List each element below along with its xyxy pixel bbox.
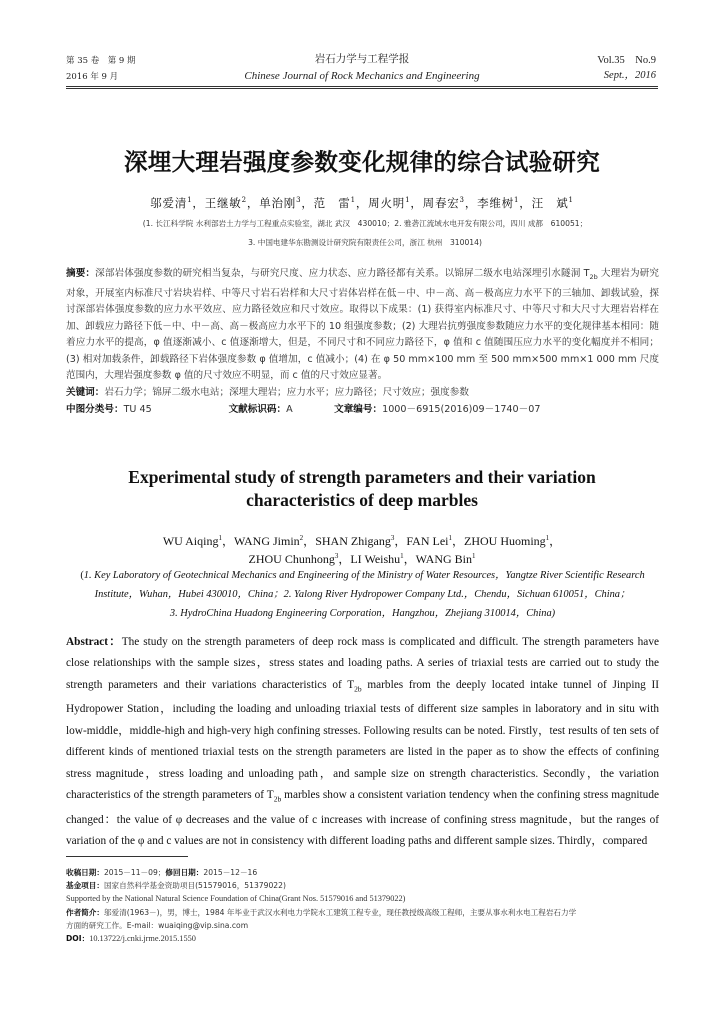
cn-author [314, 196, 368, 210]
article-number-value: 1000－6915(2016)09－1740－07 [382, 403, 541, 415]
cn-author-separator: ， [355, 196, 369, 210]
keywords-cn-label: 关键词： [66, 387, 105, 399]
en-author [416, 552, 476, 566]
classification-label: 中图分类号： [66, 403, 124, 415]
keywords-cn: 岩石力学；锦屏二级水电站；深埋大理岩；应力水平；应力路径；尺寸效应；强度参数 [104, 387, 469, 399]
en-author [234, 534, 315, 548]
en-author [163, 534, 234, 548]
header-rule-top [66, 86, 658, 87]
cn-author-affiliation-mark: 3 [296, 196, 302, 205]
fund-label: 基金项目： [66, 881, 104, 891]
dates-line [66, 866, 666, 879]
cn-author-name: 周春宏 [422, 196, 460, 210]
en-author-name: FAN Lei [406, 534, 449, 548]
abstract-en-text-part1: The study on the strength parameters of deep rock mass is complicated and difficult. The strength parameters have close relationships with the sample sizes，stress states and loading paths. A series of triaxial tests are carried out to study the strength parameters and their variations characteristics of T [66, 636, 659, 691]
abstract-en-text-part2: marbles from the deeply located intake tunnel of Jinping II Hydropower Station，including the loading and unloading triaxial tests of different size samples in laboratory and in situ with low-middle，middle-high and high-very high confining stresses. Following results can be noted. Firstly，test results of ten sets of different kinds of mentioned triaxial tests on the strength parameters are listed in the paper as to show the effects of confining stress magnitude，stress loading and unloading path，and sample size on strength characteristics. Secondly，the variation characteristics of the strength parameters of T [66, 678, 659, 802]
en-author-separator: ， [451, 534, 464, 548]
footnote-rule [66, 856, 188, 857]
header-date-en: Sept.，2016 [603, 70, 656, 81]
en-author [315, 534, 406, 548]
en-author-affiliation-mark: 1 [218, 534, 222, 542]
cn-author [368, 196, 422, 210]
fund-text: 国家自然科学基金资助项目(51579016，51379022) [103, 881, 286, 891]
abstract-cn-subscript: 2b [589, 272, 598, 281]
author-list-cn [0, 195, 724, 211]
affiliations-en-line2: Institute，Wuhan，Hubei 430010，China；2. Yalong River Hydropower Company Ltd.，Chendu，Sichuan 610051，China； [94, 589, 631, 600]
en-author-affiliation-mark: 1 [448, 534, 452, 542]
cn-author-separator: ， [464, 196, 478, 210]
en-author-name: ZHOU Huoming [464, 534, 546, 548]
cn-author-separator: ， [192, 196, 205, 210]
received-date: 2015－11－09； [103, 868, 166, 877]
header-volume-issue-en: Vol.35 No.9 [597, 55, 656, 66]
cn-author-name: 王继敏 [204, 196, 242, 210]
en-author-name: WU Aiqing [162, 534, 219, 548]
cn-author [423, 196, 477, 210]
en-author-separator: ， [303, 534, 316, 548]
header-journal-en: Chinese Journal of Rock Mechanics and Engineering [244, 70, 480, 82]
footnotes [66, 866, 666, 945]
author-bio-line1 [66, 906, 666, 919]
article-number-label: 文章编号： [334, 403, 383, 415]
classification-value: TU 45 [123, 403, 152, 415]
cn-author [477, 196, 531, 210]
en-author-name: LI Weishu [350, 552, 401, 566]
fund-line [66, 879, 666, 892]
cn-author-affiliation-mark: 1 [568, 196, 574, 205]
abstract-cn-text-part1: 深部岩体强度参数的研究相当复杂，与研究尺度、应力状态、应力路径都有关系。以锦屏二级水电站深埋引水隧洞 T [95, 268, 590, 279]
cn-author-affiliation-mark: 2 [241, 196, 247, 205]
cn-author-separator: ， [301, 196, 314, 210]
cn-author [205, 196, 259, 210]
cn-author-separator: ， [246, 196, 260, 210]
document-code-label: 文献标识码： [228, 403, 287, 415]
cn-author-separator: ， [519, 196, 532, 210]
abstract-cn-label: 摘要： [66, 268, 96, 279]
en-author-affiliation-mark: 3 [390, 534, 395, 542]
en-author-affiliation-mark: 1 [545, 534, 550, 542]
affiliations-en-line1 [66, 566, 659, 586]
cn-author [150, 196, 204, 210]
cn-author-name: 汪 斌 [531, 196, 569, 210]
affiliations-cn-line2: 3. 中国电建华东勘测设计研究院有限责任公司，浙江 杭州 310014) [248, 238, 482, 247]
abstract-en-label: Abstract： [66, 636, 122, 648]
header-volume-issue-cn: 第 35 卷 第 9 期 [66, 56, 136, 66]
en-author-name: SHAN Zhigang [315, 534, 391, 548]
en-author-separator: ， [394, 534, 407, 548]
cn-author-name: 单治刚 [259, 196, 297, 210]
cn-author-separator: ， [410, 196, 423, 210]
affiliations-en-line3: 3. HydroChina Huadong Engineering Corporation，Hangzhou，Zhejiang 310014，China) [169, 608, 556, 619]
en-author [350, 552, 415, 566]
cn-author-name: 周火明 [368, 196, 406, 210]
abstract-en-subscript-2: 2b [273, 794, 282, 804]
abstract-en-subscript-1: 2b [354, 684, 362, 694]
en-author-affiliation-mark: 1 [472, 552, 476, 560]
en-author [248, 552, 350, 566]
en-author [464, 534, 561, 548]
cn-author-affiliation-mark: 1 [405, 196, 411, 205]
abstract-cn [66, 266, 659, 418]
revised-date: 2015－12－16 [203, 868, 258, 877]
paper-title-cn: 深埋大理岩强度参数变化规律的综合试验研究 [124, 148, 600, 176]
en-author [406, 534, 464, 548]
affiliations-en-line1-text: 1. Key Laboratory of Geotechnical Mechanics and Engineering of the Ministry of Water Resources，Yangtze River Scientific Research [83, 570, 645, 581]
cn-author-affiliation-mark: 3 [459, 196, 465, 205]
doi-label: DOI： [66, 934, 90, 944]
author-bio-text-1: 邬爱清(1963－)，男，博士，1984 年毕业于武汉水利电力学院水工建筑工程专业，现任教授级高级工程师，主要从事水利水电工程岩石力学 [103, 907, 577, 917]
en-author-affiliation-mark: 1 [400, 552, 404, 560]
paper-title-en [0, 466, 724, 512]
en-author-affiliation-mark: 3 [334, 552, 339, 560]
cn-author-affiliation-mark: 1 [350, 196, 356, 205]
en-author-separator: ， [403, 552, 416, 566]
cn-author-name: 邬爱清 [150, 196, 188, 210]
doi-line [66, 932, 666, 945]
cn-author-affiliation-mark: 1 [187, 196, 193, 205]
cn-author-name: 范 雷 [313, 196, 351, 210]
revised-label: 修回日期： [165, 868, 204, 877]
header-rule-bottom [66, 88, 658, 89]
abstract-en-text-part3: marbles show a consistent variation tendency when the confining stress magnitude changed：the value of φ decreases and the value of c increases with increase of confining stress magnitude，but the ranges of variation of the φ and c values are not in consistency with different loading paths and different sample sizes. Thirdly，compared [66, 789, 659, 848]
document-code-value: A [286, 403, 293, 415]
received-label: 收稿日期： [66, 868, 104, 877]
en-author-separator: ， [221, 534, 234, 548]
affiliations-en-open-paren: ( [80, 570, 84, 581]
abstract-cn-text-part2: 大理岩为研究对象，开展室内标准尺寸岩块岩样、中等尺寸岩石岩样和大尺寸岩体岩样在低－中、中－高、高－极高应力水平下的三轴加、卸载试验，探讨深部岩体强度参数的应力水平效应、应力路径效应和尺寸效应。取得以下成果：(1) 获得室内标准尺寸、中等尺寸和大尺寸大理岩岩样在加、卸载应力路径下低－中、中－高、高－极高应力水平下的 10 组强度参数；(2) 大理岩抗剪强度参数随应力水平的变化规律基本相同：随着应力水平的提高，φ 值逐渐减小、c 值逐渐增大，但是，不同尺寸和不同应力路径下，φ 值和 c 值随围压应力水平的变化幅度并不相同；(3) 相对加载条件，卸载路径下岩体强度参数 φ 值增加，c 值减小；(4) 在 φ 50 mm×100 mm 至 500 mm×500 mm×1 000 mm 尺度范围内，大理岩强度参数 φ 值的尺寸效应不明显，而 c 值的尺寸效应显著。 [66, 268, 659, 382]
cn-author [532, 196, 574, 210]
affiliations-cn-line1: (1. 长江科学院 水利部岩土力学与工程重点实验室，湖北 武汉 430010；2. 雅砻江流域水电开发有限公司，四川 成都 610051； [142, 219, 588, 228]
cn-author-affiliation-mark: 1 [514, 196, 520, 205]
author-list-en-line2 [0, 547, 724, 568]
author-bio-label: 作者简介： [66, 907, 104, 917]
en-author-affiliation-mark: 2 [299, 534, 304, 542]
fund-en-line: Supported by the National Natural Science Foundation of China(Grant Nos. 51579016 and 51379022) [66, 894, 406, 904]
cn-author-name: 李维树 [477, 196, 515, 210]
header-date-cn: 2016 年 9 月 [66, 72, 119, 82]
abstract-en [66, 632, 659, 853]
author-bio-line2: 方面的研究工作。E-mail：wuaiqing@vip.sina.com [66, 920, 249, 930]
en-author-name: WANG Bin [415, 552, 473, 566]
en-author-name: WANG Jimin [234, 534, 300, 548]
paper-title-en-line2: characteristics of deep marbles [246, 490, 478, 510]
doi-value: 10.13722/j.cnki.jrme.2015.1550 [89, 934, 196, 944]
cn-author [259, 196, 313, 210]
paper-title-en-line1: Experimental study of strength parameters and their variation [128, 467, 596, 487]
header-journal-cn: 岩石力学与工程学报 [314, 53, 410, 65]
en-author-separator: ， [549, 534, 562, 548]
en-author-name: ZHOU Chunhong [248, 552, 335, 566]
en-author-separator: ， [338, 552, 351, 566]
